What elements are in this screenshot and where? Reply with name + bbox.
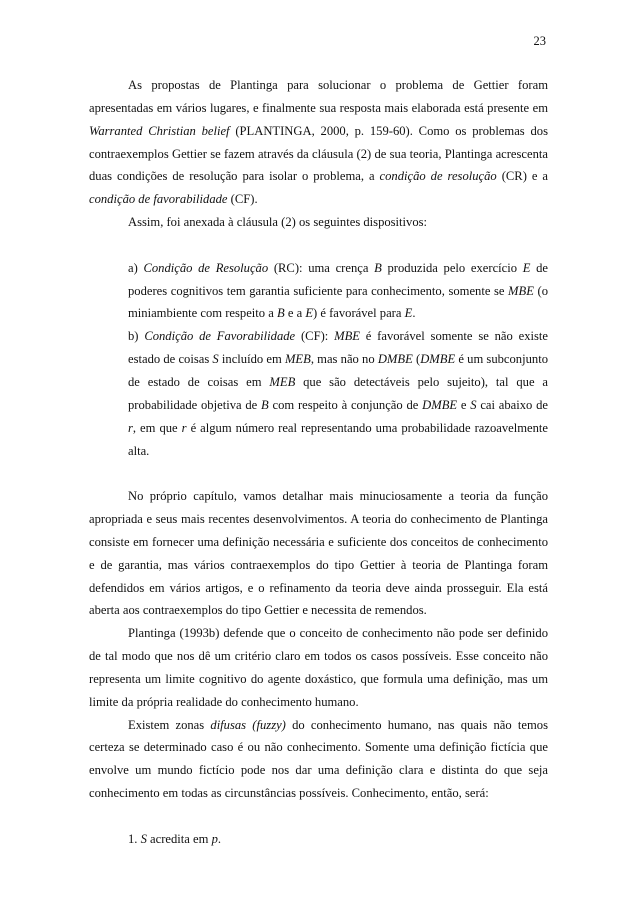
paragraph-proper-function: No próprio capítulo, vamos detalhar mais minuciosamente a teoria da função apropriada e seus mais recentes desenvolvimentos. A teoria do conhecimento de Plantinga consiste em fornecer uma definição necessária e suficiente dos conceitos de conhecimento e de garantia, mas vários contraexemplos do tipo Gettier à teoria de Plantinga foram defendidos em vários artigos, e o refinamento da teoria deve ainda prosseguir. Ela está aberta aos contraexemplos do tipo Gettier e necessita de remendos. [89,489,548,618]
list-item-favorability-condition: b) Condição de Favorabilidade (CF): MBE é favorável somente se não existe estado de coisas S incluído em MEB, mas não no DMBE (DMBE é um subconjunto de estado de coisas em MEB que são detectáveis pelo sujeito), tal que a probabilidade objetiva de B com respeito à conjunção de DMBE e S cai abaixo de r, em que r é algum número real representando uma probabilidade razoavelmente alta. [128,329,549,458]
list-item-resolution-condition: a) Condição de Resolução (RC): uma crença B produzida pelo exercício E de poderes cognitivos tem garantia suficiente para conhecimento, somente se MBE (o miniambiente com respeito a B e a E) é favorável para E. [128,260,549,321]
paragraph-knowledge-concept: Plantinga (1993b) defende que o conceito de conhecimento não pode ser definido de tal modo que nos dê um critério claro em todos os casos possíveis. Esse conceito não representa um limite cognitivo do agente doxástico, que formula uma definição, mas um limite da própria realidade do conhecimento humano. [89,626,548,709]
body-text [89,74,548,851]
list-item-s-believes-p: 1. S acredita em p. [128,831,222,846]
paragraph-devices-intro: Assim, foi anexada à cláusula (2) os seguintes dispositivos: [128,215,428,230]
conditions-list [89,257,548,463]
paragraph-plantinga-proposals: As propostas de Plantinga para solucionar o problema de Gettier foram apresentadas em vários lugares, e finalmente sua resposta mais elaborada está presente em Warranted Christian belief (PLANTINGA, 2000, p. 159-60). Como os problemas dos contraexemplos Gettier se fazem através da cláusula (2) de sua teoria, Plantinga acrescenta duas condições de resolução para isolar o problema, a condição de resolução (CR) e a condição de favorabilidade (CF). [89,78,549,207]
page-number: 23 [533,34,546,48]
paragraph-fuzzy-zones: Existem zonas difusas (fuzzy) do conhecimento humano, nas quais não temos certeza se determinado caso é ou não conhecimento. Somente uma definição fictícia que envolve um mundo fictício pode nos dar uma definição clara e distinta do que seja conhecimento em todas as circunstâncias possíveis. Conhecimento, então, será: [89,717,548,801]
